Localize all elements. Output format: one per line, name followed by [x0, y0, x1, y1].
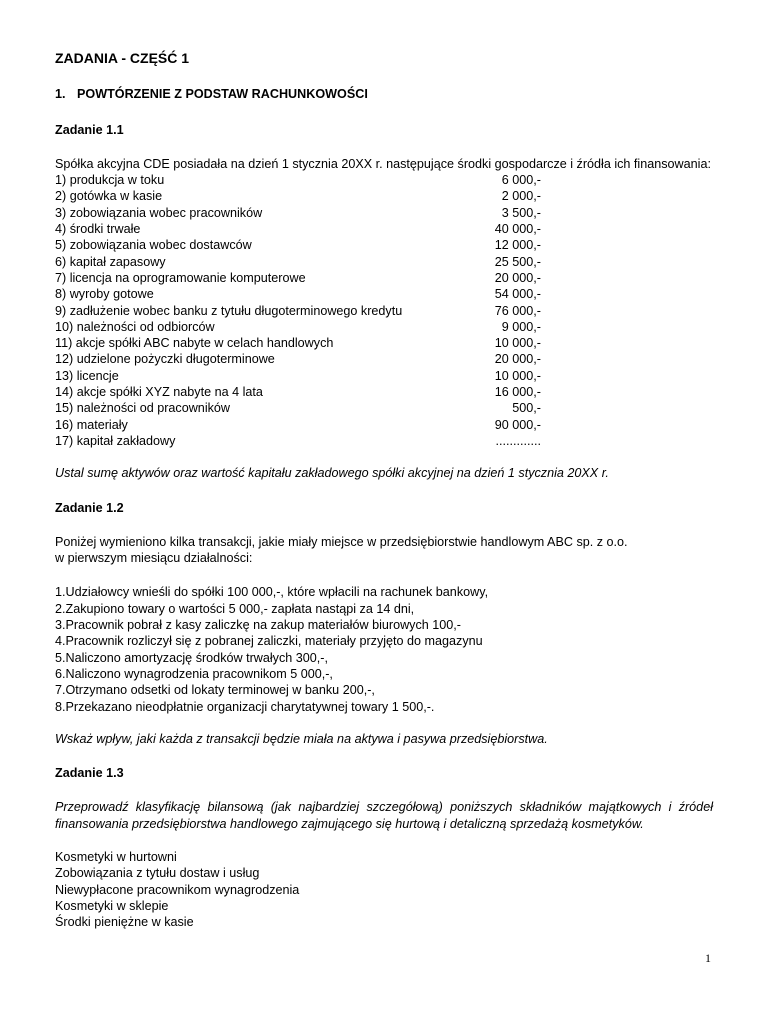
asset-item	[55, 172, 541, 188]
asset-item	[55, 400, 541, 416]
asset-item-label: 6) kapitał zapasowy	[55, 254, 166, 269]
asset-item-value: 9 000,-	[501, 319, 541, 334]
task-1-2-transactions	[55, 584, 713, 714]
asset-item	[55, 303, 541, 319]
transaction-item: 5.Naliczono amortyzację środków trwałych 300,-,	[55, 650, 328, 665]
asset-item-value: 54 000,-	[494, 287, 541, 302]
asset-item-value: 6 000,-	[501, 173, 541, 188]
asset-item	[55, 384, 541, 400]
task-1-3-instruction: Przeprowadź klasyfikację bilansową (jak najbardziej szczegółową) poniższych składników majątkowych i źródeł finansowania przedsiębiorstwa handlowego zajmującego się hurtową i detaliczną sprzedażą kosmetyków.	[55, 800, 713, 831]
asset-item-label: 17) kapitał zakładowy	[55, 433, 176, 448]
asset-item-value: 20 000,-	[494, 270, 541, 285]
document-page	[55, 50, 713, 930]
asset-item	[55, 351, 541, 367]
balance-component-item: Niewypłacone pracownikom wynagrodzenia	[55, 882, 300, 897]
task-1-2-intro-line2: w pierwszym miesiącu działalności:	[55, 551, 253, 566]
asset-item	[55, 368, 541, 384]
asset-item-label: 9) zadłużenie wobec banku z tytułu długoterminowego kredytu	[55, 303, 403, 318]
task-1-3-heading: Zadanie 1.3	[55, 766, 124, 781]
transaction-item: 7.Otrzymano odsetki od lokaty terminowej w banku 200,-,	[55, 683, 375, 698]
asset-item-label: 1) produkcja w toku	[55, 173, 165, 188]
task-1-2-intro-line1: Poniżej wymieniono kilka transakcji, jakie miały miejsce w przedsiębiorstwie handlowym ABC sp. z o.o.	[55, 534, 628, 549]
asset-item	[55, 270, 541, 286]
asset-item-label: 3) zobowiązania wobec pracowników	[55, 205, 263, 220]
balance-component-item: Zobowiązania z tytułu dostaw i usług	[55, 866, 260, 881]
asset-item-label: 12) udzielone pożyczki długoterminowe	[55, 352, 275, 367]
task-1-1-items	[55, 172, 713, 449]
asset-item	[55, 188, 541, 204]
transaction-item: 3.Pracownik pobrał z kasy zaliczkę na zakup materiałów biurowych 100,-	[55, 618, 461, 633]
document-title: ZADANIA - CZĘŚĆ 1	[55, 50, 190, 66]
asset-item-value: 40 000,-	[494, 222, 541, 237]
asset-item-value: 90 000,-	[494, 417, 541, 432]
balance-component-item: Kosmetyki w sklepie	[55, 898, 169, 913]
asset-item-value: 12 000,-	[494, 238, 541, 253]
task-1-1-heading: Zadanie 1.1	[55, 122, 124, 137]
asset-item-label: 4) środki trwałe	[55, 222, 141, 237]
transaction-item: 4.Pracownik rozliczył się z pobranej zaliczki, materiały przyjęto do magazynu	[55, 634, 483, 649]
asset-item	[55, 335, 541, 351]
balance-component-item: Środki pieniężne w kasie	[55, 915, 194, 930]
asset-item-value: 500,-	[512, 401, 541, 416]
asset-item-label: 15) należności od pracowników	[55, 401, 231, 416]
asset-item-label: 14) akcje spółki XYZ nabyte na 4 lata	[55, 385, 263, 400]
asset-item-label: 16) materiały	[55, 417, 128, 432]
asset-item-label: 13) licencje	[55, 368, 119, 383]
asset-item-label: 7) licencja na oprogramowanie komputerowe	[55, 270, 306, 285]
task-1-3-items	[55, 849, 713, 930]
transaction-item: 2.Zakupiono towary o wartości 5 000,- zapłata nastąpi za 14 dni,	[55, 601, 415, 616]
asset-item	[55, 221, 541, 237]
asset-item-label: 5) zobowiązania wobec dostawców	[55, 238, 252, 253]
asset-item-value: 76 000,-	[494, 303, 541, 318]
asset-item	[55, 417, 541, 433]
transaction-item: 8.Przekazano nieodpłatnie organizacji charytatywnej towary 1 500,-.	[55, 699, 435, 714]
asset-item	[55, 433, 541, 449]
asset-item	[55, 319, 541, 335]
task-1-1-intro: Spółka akcyjna CDE posiadała na dzień 1 stycznia 20XX r. następujące środki gospodarcze i źródła ich finansowania:	[55, 156, 711, 171]
asset-item-value: 25 500,-	[494, 254, 541, 269]
asset-item	[55, 286, 541, 302]
section-number: 1.	[55, 87, 66, 102]
asset-item	[55, 254, 541, 270]
asset-item	[55, 237, 541, 253]
asset-item-label: 8) wyroby gotowe	[55, 287, 154, 302]
asset-item-value: .............	[495, 433, 541, 448]
asset-item-value: 3 500,-	[501, 205, 541, 220]
asset-item-label: 10) należności od odbiorców	[55, 319, 215, 334]
section-title: POWTÓRZENIE Z PODSTAW RACHUNKOWOŚCI	[77, 87, 368, 102]
asset-item-value: 10 000,-	[494, 368, 541, 383]
transaction-item: 6.Naliczono wynagrodzenia pracownikom 5 000,-,	[55, 666, 333, 681]
transaction-item: 1.Udziałowcy wnieśli do spółki 100 000,-, które wpłacili na rachunek bankowy,	[55, 585, 489, 600]
task-1-2-heading: Zadanie 1.2	[55, 500, 124, 515]
balance-component-item: Kosmetyki w hurtowni	[55, 849, 177, 864]
asset-item-value: 16 000,-	[494, 385, 541, 400]
section-heading	[55, 86, 713, 102]
asset-item-value: 20 000,-	[494, 352, 541, 367]
asset-item-label: 11) akcje spółki ABC nabyte w celach handlowych	[55, 336, 334, 351]
page-number: 1	[705, 951, 711, 965]
asset-item-value: 10 000,-	[494, 336, 541, 351]
asset-item-value: 2 000,-	[501, 189, 541, 204]
task-1-2-instruction: Wskaż wpływ, jaki każda z transakcji będzie miała na aktywa i pasywa przedsiębiorstwa.	[55, 731, 548, 746]
asset-item	[55, 205, 541, 221]
task-1-1-instruction: Ustal sumę aktywów oraz wartość kapitału zakładowego spółki akcyjnej na dzień 1 stycznia 20XX r.	[55, 466, 609, 481]
asset-item-label: 2) gotówka w kasie	[55, 189, 163, 204]
